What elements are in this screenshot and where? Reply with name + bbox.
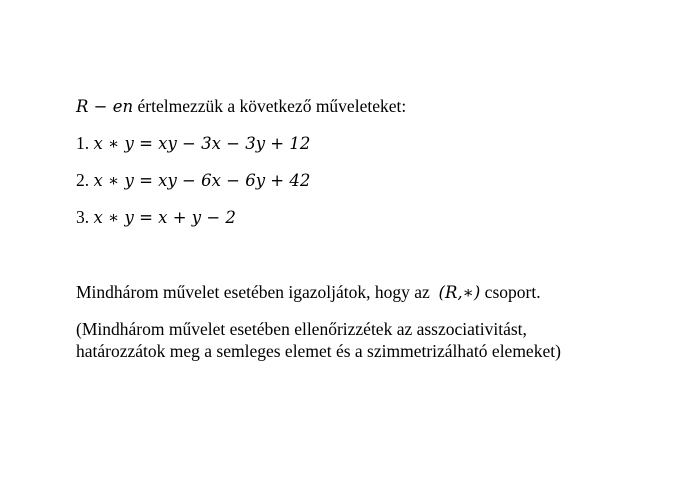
operation-3-formula: x ∗ y = x + y − 2 <box>93 208 236 227</box>
operation-3 <box>76 206 236 229</box>
operation-3-number: 3. <box>76 207 90 227</box>
operation-1-formula: x ∗ y = xy − 3x − 3y + 12 <box>93 134 311 153</box>
note-line-1: (Mindhárom művelet esetében ellenőrizzétek az asszociativitást, <box>76 319 527 339</box>
task-group-math: (R,∗) <box>438 283 481 302</box>
operation-2-number: 2. <box>76 170 90 190</box>
operation-1 <box>76 132 310 155</box>
task-text-after: csoport. <box>484 282 541 302</box>
operation-2-formula: x ∗ y = xy − 6x − 6y + 42 <box>93 171 311 190</box>
task-line <box>76 281 541 304</box>
task-text-before: Mindhárom művelet esetében igazoljátok, hogy az <box>76 282 430 302</box>
intro-math: R − en <box>76 97 134 116</box>
operation-1-number: 1. <box>76 133 90 153</box>
note-line-2: határozzátok meg a semleges elemet és a szimmetrizálható elemeket) <box>76 341 561 361</box>
intro-text: értelmezzük a következő műveleteket: <box>133 96 407 116</box>
operation-2 <box>76 169 310 192</box>
intro-line <box>76 95 406 118</box>
